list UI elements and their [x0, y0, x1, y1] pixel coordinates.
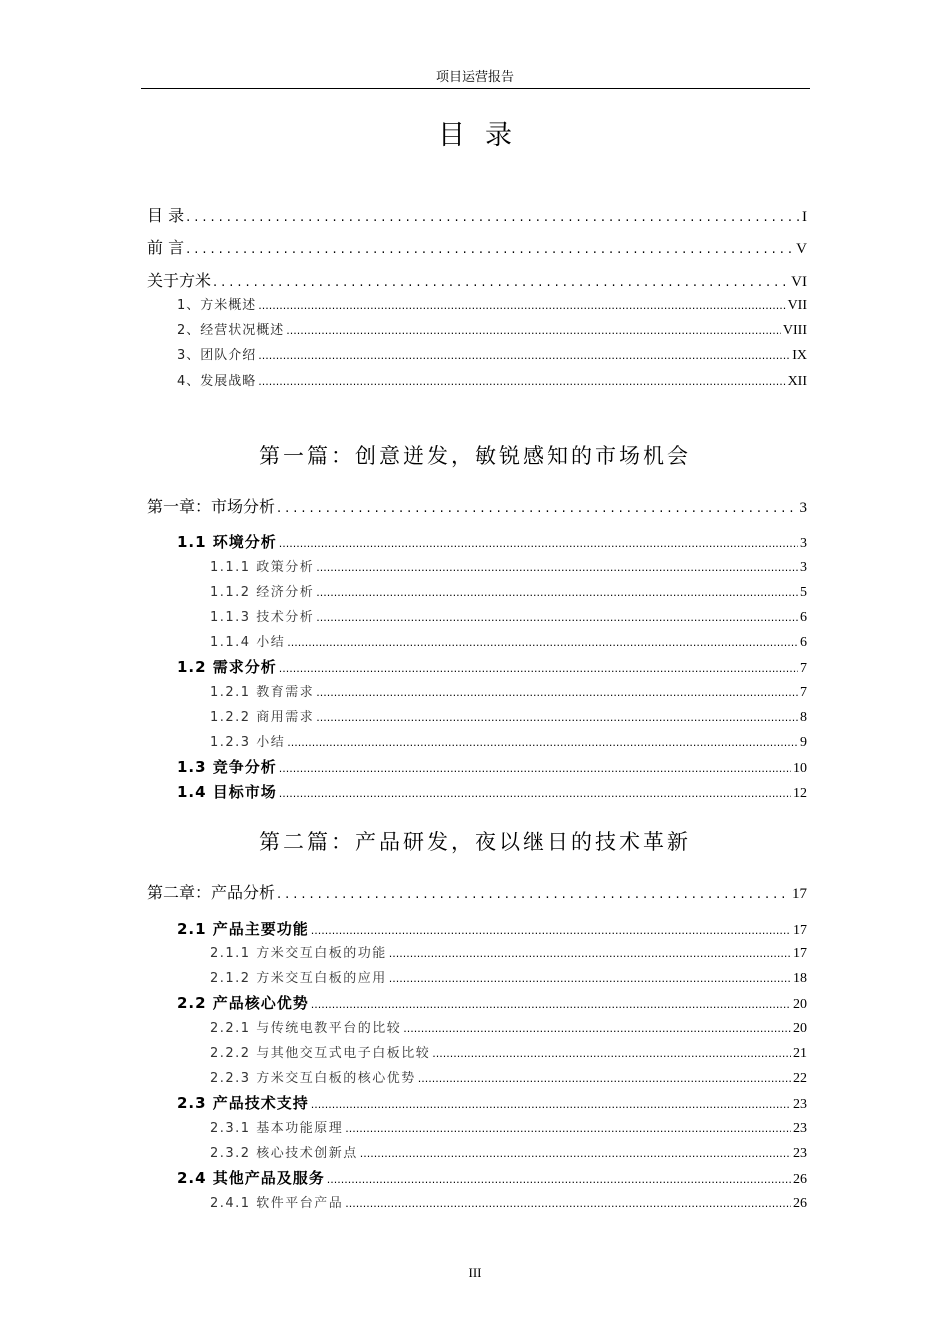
toc-page-number: 3	[800, 536, 807, 551]
header-rule	[141, 88, 810, 89]
toc-leader	[279, 662, 798, 675]
toc-entry-label: 2.3.1 基本功能原理	[210, 1121, 344, 1136]
toc-entry-label: 2.1.2 方米交互白板的应用	[210, 971, 387, 986]
toc-entry-about[interactable]	[147, 268, 807, 291]
toc-page-number: XII	[787, 374, 807, 389]
toc-entry-subsection[interactable]	[210, 706, 807, 726]
toc-entry-label: 前 言	[147, 238, 185, 257]
toc-page-number: 5	[800, 585, 807, 600]
toc-entry-subsection[interactable]	[210, 942, 807, 962]
part-two-title: 第二篇：产品研发，夜以继日的技术革新	[259, 830, 691, 854]
toc-leader	[403, 1022, 791, 1035]
toc-leader	[316, 611, 798, 624]
toc-entry-subsection[interactable]	[210, 631, 807, 651]
toc-leader	[286, 324, 781, 337]
toc-entry-label: 2.4 其他产品及服务	[177, 1169, 325, 1187]
toc-entry-label: 1.4 目标市场	[177, 783, 277, 801]
toc-leader	[279, 787, 791, 800]
toc-entry-subsection[interactable]	[210, 1142, 807, 1162]
toc-entry-label: 1.1.3 技术分析	[210, 610, 315, 625]
toc-leader	[258, 349, 790, 362]
toc-page-number: 7	[800, 685, 807, 700]
toc-page-number: 18	[793, 971, 807, 986]
toc-leader	[360, 1147, 791, 1160]
toc-entry-subsection[interactable]	[210, 731, 807, 751]
toc-page-number: VIII	[782, 323, 807, 338]
toc-leader	[186, 210, 800, 225]
toc-entry-subsection[interactable]	[210, 1017, 807, 1037]
toc-entry-section[interactable]	[177, 1092, 807, 1113]
toc-entry-label: 2.3 产品技术支持	[177, 1094, 309, 1112]
toc-leader	[327, 1173, 791, 1186]
toc-page-number: 3	[800, 560, 807, 575]
toc-entry-label: 2.3.2 核心技术创新点	[210, 1146, 358, 1161]
toc-entry-label: 4、发展战略	[177, 374, 257, 389]
toc-page-number: 23	[793, 1121, 807, 1136]
toc-page-number: IX	[792, 348, 807, 363]
toc-entry-subsection[interactable]	[210, 606, 807, 626]
toc-leader	[316, 711, 798, 724]
toc-entry-label: 1.1 环境分析	[177, 533, 277, 551]
toc-page-number: 17	[793, 946, 807, 961]
toc-entry-section[interactable]	[177, 531, 807, 552]
toc-title: 目录	[438, 120, 532, 151]
toc-leader	[316, 686, 798, 699]
toc-entry-subsection[interactable]	[210, 967, 807, 987]
toc-entry-about-4[interactable]	[177, 370, 807, 390]
toc-entry-subsection[interactable]	[210, 581, 807, 601]
toc-page-number: 22	[793, 1071, 807, 1086]
toc-page-number: 12	[793, 786, 807, 801]
toc-page-number: 17	[793, 923, 807, 938]
toc-leader	[277, 887, 790, 902]
toc-leader	[389, 972, 791, 985]
toc-entry-label: 1.1.1 政策分析	[210, 560, 315, 575]
toc-entry-label: 1.3 竞争分析	[177, 758, 277, 776]
toc-page-number: 23	[793, 1097, 807, 1112]
footer-page-number: III	[468, 1265, 482, 1280]
toc-page-number: 26	[793, 1196, 807, 1211]
toc-entry-label: 2.2.2 与其他交互式电子白板比较	[210, 1046, 431, 1061]
toc-entry-label: 3、团队介绍	[177, 348, 257, 363]
toc-page-number: 20	[793, 997, 807, 1012]
running-header: 项目运营报告	[435, 70, 514, 85]
toc-leader	[287, 636, 798, 649]
toc-leader	[345, 1122, 791, 1135]
toc-page-number: 6	[800, 635, 807, 650]
toc-leader	[311, 1098, 791, 1111]
toc-entry-label: 1.2.1 教育需求	[210, 685, 315, 700]
toc-entry-chapter-2[interactable]	[147, 880, 807, 903]
toc-leader	[345, 1197, 791, 1210]
toc-entry-label: 第二章：产品分析	[147, 883, 276, 902]
toc-leader	[389, 947, 791, 960]
toc-entry-label: 关于方米	[147, 271, 212, 290]
toc-entry-label: 1.2 需求分析	[177, 658, 277, 676]
toc-leader	[258, 299, 785, 312]
toc-page-number: 21	[793, 1046, 807, 1061]
toc-entry-section[interactable]	[177, 756, 807, 777]
toc-leader	[316, 586, 798, 599]
toc-entry-label: 2、经营状况概述	[177, 323, 285, 338]
toc-entry-section[interactable]	[177, 1167, 807, 1188]
toc-page-number: 10	[793, 761, 807, 776]
toc-entry-about-1[interactable]	[177, 294, 807, 314]
toc-entry-subsection[interactable]	[210, 1117, 807, 1137]
toc-page-number: 26	[793, 1172, 807, 1187]
toc-page-number: VI	[791, 274, 807, 290]
toc-page-number: VII	[787, 298, 807, 313]
toc-leader	[277, 501, 797, 516]
toc-entry-label: 2.2.3 方米交互白板的核心优势	[210, 1071, 416, 1086]
toc-entry-subsection[interactable]	[210, 1067, 807, 1087]
toc-entry-label: 1.2.3 小结	[210, 735, 286, 750]
toc-page-number: 23	[793, 1146, 807, 1161]
toc-leader	[279, 762, 791, 775]
toc-entry-subsection[interactable]	[210, 1192, 807, 1212]
toc-entry-preface[interactable]	[147, 235, 807, 258]
toc-entry-section[interactable]	[177, 992, 807, 1013]
toc-entry-label: 1.2.2 商用需求	[210, 710, 315, 725]
toc-leader	[186, 242, 794, 257]
toc-entry-about-2[interactable]	[177, 319, 807, 339]
toc-entry-contents[interactable]	[147, 203, 807, 226]
toc-page-number: 7	[800, 661, 807, 676]
toc-leader	[287, 736, 798, 749]
toc-entry-subsection[interactable]	[210, 681, 807, 701]
toc-leader	[418, 1072, 791, 1085]
toc-entry-label: 1.1.4 小结	[210, 635, 286, 650]
toc-page-number: I	[802, 209, 807, 225]
toc-leader	[316, 561, 798, 574]
toc-entry-label: 2.2 产品核心优势	[177, 994, 309, 1012]
toc-leader	[311, 924, 791, 937]
toc-entry-chapter-1[interactable]	[147, 494, 807, 517]
toc-page-number: V	[796, 241, 807, 257]
toc-entry-about-3[interactable]	[177, 344, 807, 364]
toc-page-number: 17	[792, 886, 807, 902]
toc-entry-label: 目 录	[147, 206, 185, 225]
toc-entry-label: 2.4.1 软件平台产品	[210, 1196, 344, 1211]
toc-entry-section[interactable]	[177, 656, 807, 677]
part-one-title: 第一篇：创意迸发，敏锐感知的市场机会	[259, 444, 691, 468]
toc-leader	[432, 1047, 791, 1060]
toc-page-number: 6	[800, 610, 807, 625]
toc-entry-subsection[interactable]	[210, 556, 807, 576]
toc-entry-label: 2.1.1 方米交互白板的功能	[210, 946, 387, 961]
toc-entry-subsection[interactable]	[210, 1042, 807, 1062]
toc-page-number: 9	[800, 735, 807, 750]
toc-entry-label: 2.1 产品主要功能	[177, 920, 309, 938]
toc-page-number: 3	[799, 500, 807, 516]
toc-leader	[213, 275, 789, 290]
toc-leader	[258, 375, 785, 388]
toc-leader	[311, 998, 791, 1011]
toc-leader	[279, 537, 798, 550]
toc-entry-label: 1.1.2 经济分析	[210, 585, 315, 600]
toc-page-number: 20	[793, 1021, 807, 1036]
toc-entry-section[interactable]	[177, 781, 807, 802]
toc-page-number: 8	[800, 710, 807, 725]
toc-entry-label: 1、方米概述	[177, 298, 257, 313]
toc-entry-label: 第一章：市场分析	[147, 497, 276, 516]
toc-entry-section[interactable]	[177, 918, 807, 939]
toc-entry-label: 2.2.1 与传统电教平台的比较	[210, 1021, 402, 1036]
